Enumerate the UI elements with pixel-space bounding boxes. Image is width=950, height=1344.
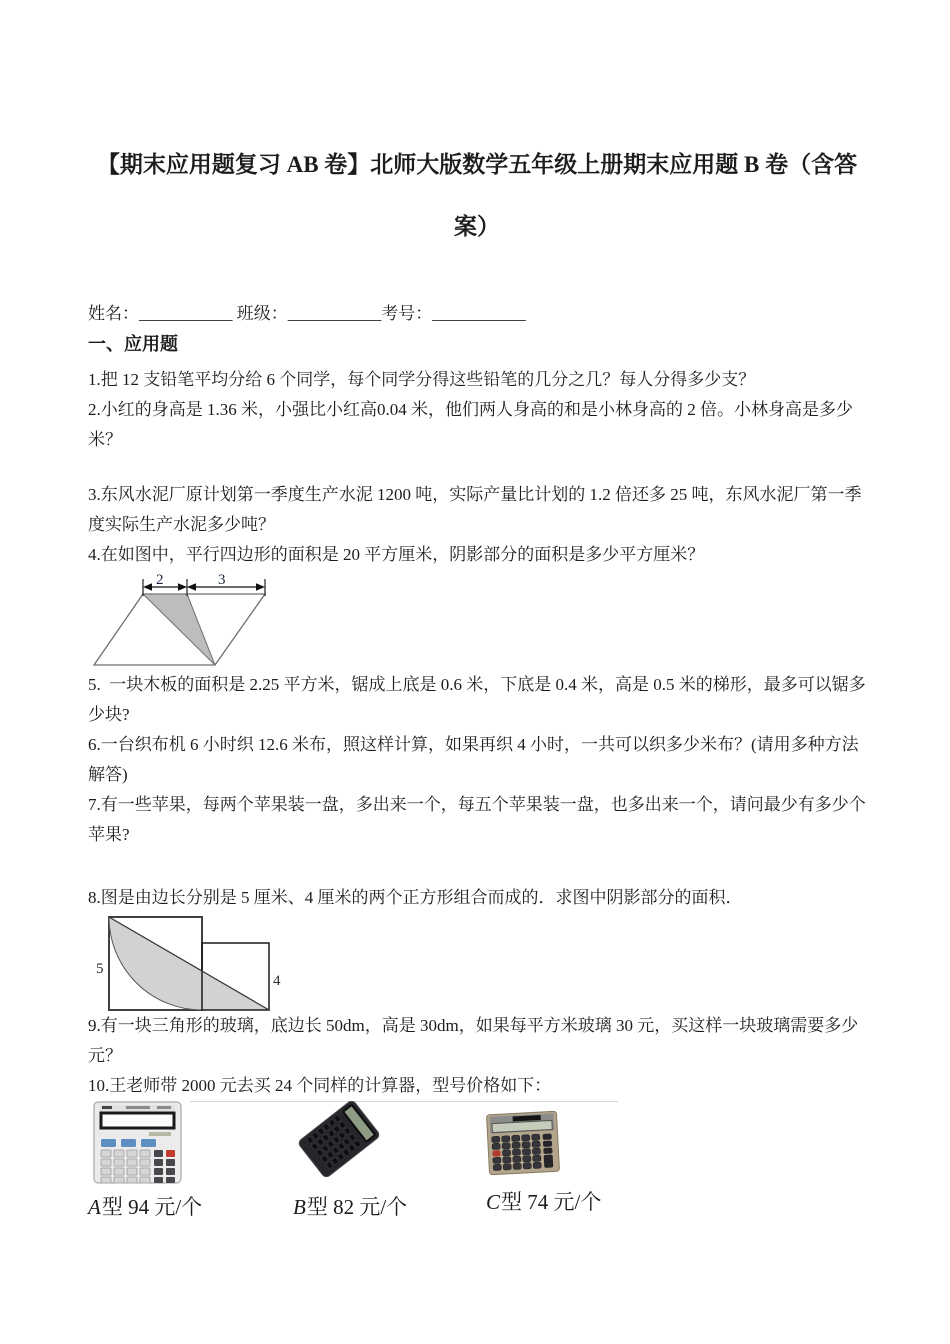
- squares-figure: [94, 913, 284, 1011]
- calc-c-red-key: [492, 1150, 500, 1156]
- calculator-images-row: [88, 1101, 866, 1189]
- dim-label-2: 2: [156, 572, 164, 588]
- calc-a-display: [101, 1113, 174, 1128]
- calc-a-red-key: [166, 1150, 175, 1157]
- calc-b-price-label: [293, 1191, 407, 1221]
- question-7: 7.有一些苹果，每两个苹果装一盘，多出来一个，每五个苹果装一盘，也多出来一个，请问最少有多少个苹果?: [88, 795, 866, 844]
- calculator-c-image: [486, 1111, 561, 1175]
- question-10: 10.王老师带 2000 元去买 24 个同样的计算器，型号价格如下：: [88, 1076, 552, 1095]
- question-1: 1.把 12 支铅笔平均分给 6 个同学，每个同学分得这些铅笔的几分之几？每人分得多少支？: [88, 370, 756, 389]
- calc-a-blue-key: [141, 1139, 156, 1147]
- calc-a-model-letter: A: [88, 1195, 101, 1219]
- calc-b-model-letter: B: [293, 1195, 306, 1219]
- calc-b-price-text: 型 82 元/个: [306, 1195, 408, 1219]
- side-label-5: 5: [96, 961, 104, 977]
- calc-a-brand-mark: [102, 1106, 112, 1109]
- page-title-line-2: 案）: [454, 214, 500, 239]
- parallelogram-figure: [90, 570, 270, 670]
- calc-a-brand-mark: [157, 1106, 171, 1109]
- document-content: [88, 0, 866, 1223]
- calc-a-logo: [149, 1132, 171, 1136]
- section-heading: 一、应用题: [88, 334, 178, 354]
- calc-a-blue-key: [121, 1139, 136, 1147]
- arrowhead: [178, 583, 187, 591]
- arrowhead: [256, 583, 265, 591]
- question-6: 6.一台织布机 6 小时织 12.6 米布，照这样计算，如果再织 4 小时，一共可以织多少米布？(请用多种方法解答): [88, 735, 859, 784]
- calc-c-price-text: 型 74 元/个: [501, 1190, 602, 1214]
- question-9: 9.有一块三角形的玻璃，底边长 50dm，高是 30dm，如果每平方米玻璃 30 元，买这样一块玻璃需要多少元？: [88, 1016, 859, 1065]
- arrowhead: [143, 583, 152, 591]
- question-3: 3.东风水泥厂原计划第一季度生产水泥 1200 吨，实际产量比计划的 1.2 倍还多 25 吨，东风水泥厂第一季度实际生产水泥多少吨？: [88, 485, 862, 534]
- calc-a-price-label: [88, 1191, 202, 1221]
- dim-label-3: 3: [218, 572, 226, 588]
- page-title-line-1: 【期末应用题复习 AB 卷】北师大版数学五年级上册期末应用题 B 卷（含答: [96, 152, 858, 177]
- calculator-price-labels: [88, 1191, 866, 1223]
- arrowhead: [187, 583, 196, 591]
- image-border-line: [190, 1101, 618, 1102]
- calc-a-brand-mark: [126, 1106, 150, 1109]
- side-label-4: 4: [273, 973, 281, 989]
- question-2: 2.小红的身高是 1.36 米，小强比小红高0.04 米，他们两人身高的和是小林身高的 2 倍。小林身高是多少米？: [88, 400, 853, 449]
- calculator-a-image: [93, 1101, 182, 1185]
- calc-c-price-label: [486, 1186, 601, 1216]
- calc-a-blue-key: [101, 1139, 116, 1147]
- question-5: 5. 一块木板的面积是 2.25 平方米，锯成上底是 0.6 米，下底是 0.4 米，高是 0.5 米的梯形，最多可以锯多少块?: [88, 675, 866, 724]
- calc-a-price-text: 型 94 元/个: [101, 1195, 203, 1219]
- student-info-line: 姓名：___________ 班级：___________考号：___________: [88, 304, 526, 323]
- calculator-b-image: [292, 1101, 384, 1179]
- calc-c-model-letter: C: [486, 1190, 501, 1214]
- question-8: 8.图是由边长分别是 5 厘米、4 厘米的两个正方形组合而成的．求图中阴影部分的面积．: [88, 888, 743, 907]
- question-4: 4.在如图中，平行四边形的面积是 20 平方厘米，阴影部分的面积是多少平方厘米？: [88, 545, 705, 564]
